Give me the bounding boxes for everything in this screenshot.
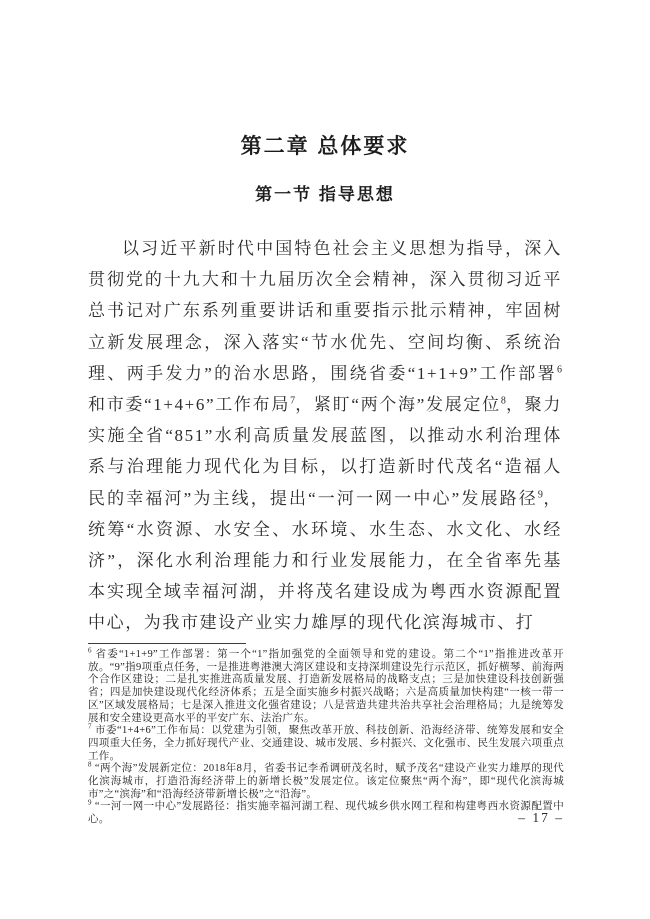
footnote-ref-7: 7 [290,395,296,407]
body-text-run: ，统筹“水资源、水安全、水环境、水生态、水文化、水经济”，深化水利治理能力和行业发展能力，在全省率先基本实现全域幸福河湖，并将茂名建设成为粤西水资源配置中心，为我市建设产业实力雄厚的现代化滨海城市、打 [88,488,562,633]
footnote-area [88,646,564,827]
body-text-run: ，紧盯“两个海”发展定位 [295,395,501,415]
page-number: – 17 – [518,810,564,825]
footnote-ref-6: 6 [557,364,562,376]
footnote-ref-9: 9 [537,488,543,500]
footnote-marker-8: 8 [88,760,92,769]
footnote-text: “两个海”发展新定位：2018年8月，省委书记李希调研茂名时，赋予茂名“建设产业实力雄厚的现代化滨海城市，打造沿海经济带上的新增长极”发展定位。该定位聚焦“两个海”，即“现代化滨海城市”之“滨海”和“沿海经济带新增长极”之“沿海”。 [88,763,564,800]
footnote-text: 省委“1+1+9”工作部署：第一个“1”指加强党的全面领导和党的建设。第二个“1”指推进改革开放。“9”指9项重点任务，一是推进粤港澳大湾区建设和支持深圳建设先行示范区，抓好横琴、前海两个合作区建设；二是扎实推进高质量发展、打造新发展格局的战略支点；三是加快建设科技创新强省；四是加快建设现代化经济体系；五是全面实施乡村振兴战略；六是高质量加快构建“一核一带一区”区域发展格局；七是深入推进文化强省建设；八是营造共建共治共享社会治理格局；九是统筹发展和安全建设更高水平的平安广东、法治广东。 [88,649,564,724]
footnote-marker-6: 6 [88,646,92,655]
chapter-title: 第二章 总体要求 [240,135,410,158]
footnote-6 [88,646,564,725]
section-title: 第一节 指导思想 [255,185,395,204]
body-paragraph [88,233,562,639]
page-content [88,0,562,639]
footnote-divider [88,643,246,644]
footnote-text: “一河一网一中心”发展路径：指实施幸福河湖工程、现代城乡供水网工程和构建粤西水资源配置中心。 [88,801,564,826]
body-text-run: 以习近平新时代中国特色社会主义思想为指导，深入贯彻党的十九大和十九届历次全会精神，深入贯彻习近平总书记对广东系列重要讲话和重要指示批示精神，牢固树立新发展理念，深入落实“节水优先、空间均衡、系统治理、两手发力”的治水思路，围绕省委“1+1+9”工作部署 [88,239,562,383]
footnote-marker-7: 7 [88,722,92,731]
footnote-text: 市委“1+4+6”工作布局：以党建为引领，聚焦改革开放、科技创新、沿海经济带、统筹发展和安全四项重大任务，全力抓好现代产业、交通建设、城市发展、乡村振兴、文化强市、民生发展六项重点工作。 [88,725,564,762]
footnote-8 [88,760,564,801]
footnote-marker-9: 9 [88,798,92,807]
body-text-run: ，聚力实施全省“851”水利高质量发展蓝图，以推动水利治理体系与治理能力现代化为目标，以打造新时代茂名“造福人民的幸福河”为主线，提出“一河一网一中心”发展路径 [88,395,562,508]
footnote-9 [88,798,564,826]
body-text-run: 和市委“1+4+6”工作布局 [88,395,291,415]
footnote-7 [88,722,564,763]
footnote-ref-8: 8 [500,395,506,407]
